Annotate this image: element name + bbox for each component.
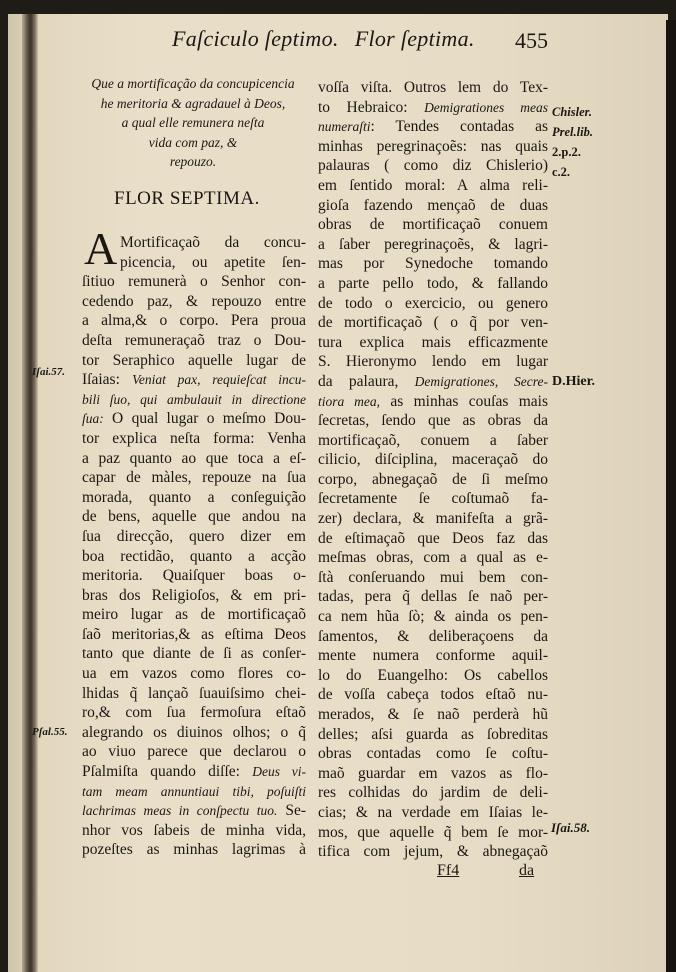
italic-text: lachrimas meas in conſpectu tuo. (82, 803, 278, 819)
text-line (120, 253, 306, 273)
text-segment: tor explica neſta forma: Venha (82, 429, 306, 447)
text-line (318, 352, 548, 372)
text-line (82, 644, 306, 664)
text-line (82, 782, 306, 802)
text-line (318, 235, 548, 255)
text-segment: minhas peregrinaçoẽs: nas quais (318, 137, 548, 155)
margin-note-dhier: D.Hier. (552, 374, 596, 389)
text-segment: lhidas q̃ lançaõ ſuauiſsimo chei- (82, 684, 306, 702)
text-segment: de voſſa cabeça todos eſtaõ nu- (318, 686, 548, 704)
italic-text: numeraſti (318, 119, 371, 135)
text-line (318, 98, 548, 118)
text-segment: ua em vazos como flores co- (82, 665, 306, 683)
text-segment: zer) declara, & manifeſta a grã- (318, 510, 548, 528)
chapter-summary (78, 74, 308, 172)
text-line (82, 468, 306, 488)
text-segment: ſecretamente ſe coſtumaõ fa- (318, 490, 548, 508)
text-segment: meritoria. Quaiſquer boas o- (82, 567, 306, 585)
text-segment: cias; & na verdade em Iſaias le- (318, 803, 548, 821)
text-segment: Iſaias: (82, 371, 133, 389)
italic-text: Veniat pax, requieſcat incu- (132, 372, 306, 388)
text-segment: : Tendes contadas as (370, 118, 548, 136)
text-segment: Se- (277, 802, 306, 820)
margin-note-line: Chisler. (552, 105, 592, 119)
text-line (82, 331, 306, 351)
margin-note-isai58: Iſai.58. (551, 820, 590, 835)
text-line (82, 664, 306, 684)
text-line (318, 666, 548, 686)
italic-text: tam meam annuntiaui tibi, poſuiſti (82, 783, 306, 799)
text-segment: maõ guardar em vazos as flo- (318, 764, 548, 782)
text-line (318, 587, 548, 607)
text-segment: ca nem hũa ſò; & ainda os pen- (318, 608, 548, 626)
text-segment: meſmas obras, com a qual as e- (318, 549, 548, 567)
text-segment: nhor vos ſabeis de minha vida, (82, 821, 306, 839)
text-segment: de todo o exercicio, ou genero (318, 294, 548, 312)
text-segment: de bens, aquelle que andou na (82, 508, 306, 526)
text-line (318, 392, 548, 412)
right-column (318, 78, 548, 862)
text-line (318, 333, 548, 353)
text-line (318, 529, 548, 549)
text-line (82, 625, 306, 645)
text-line (318, 274, 548, 294)
text-line (82, 272, 306, 292)
text-segment: ro,& com ſua fermoſura eſtaõ (82, 704, 306, 722)
text-line (318, 744, 548, 764)
text-line (318, 685, 548, 705)
text-line (82, 547, 306, 567)
text-line (318, 294, 548, 314)
left-column (82, 233, 306, 860)
text-segment: deſta remuneraçaõ traz o Dou- (82, 331, 306, 349)
signature-mark: Ff4 (437, 862, 460, 879)
summary-line: repouzo. (169, 154, 217, 170)
text-segment: tifica com jejum, & abnegaçaõ (318, 843, 548, 861)
text-segment: merados, & ſe naõ perderà hũ (318, 706, 548, 723)
text-segment: a parte pello todo, & fallando (318, 274, 548, 292)
text-segment: em ſentido moral: A alma reli- (318, 176, 548, 194)
running-head (172, 26, 475, 52)
summary-line: Que a mortificação da concupicencia (91, 76, 295, 91)
text-line (318, 431, 548, 451)
text-line (318, 176, 548, 196)
text-line (82, 742, 306, 762)
text-segment: cedendo paz, & repouzo entre (82, 292, 306, 310)
margin-note-line: c.2. (552, 165, 571, 179)
margin-note-chisler (552, 102, 593, 182)
text-segment: mos, que aquelle q̃ bem ſe mor- (318, 823, 548, 841)
text-segment: a alma,& o corpo. Pera proua (82, 312, 306, 330)
text-line (318, 509, 548, 529)
text-line (82, 507, 306, 527)
text-line (82, 409, 306, 429)
summary-line: he meritoria & agradauel à Deos, (100, 95, 286, 111)
text-line (318, 411, 548, 431)
text-line (82, 586, 306, 606)
text-segment: Mortificaçaõ da concu- (120, 234, 306, 251)
text-line (318, 78, 548, 98)
text-line (318, 764, 548, 784)
italic-text: ſua: (82, 411, 104, 427)
text-line (82, 840, 306, 860)
text-line (318, 803, 548, 823)
text-segment: S. Hieronymo lendo em lugar (318, 353, 548, 371)
margin-note-psal55: Pſal.55. (32, 726, 68, 738)
text-segment: corpo, abnegaçaõ de ſi meſmo (318, 470, 548, 488)
text-line (318, 313, 548, 333)
text-segment: ſaõ meritorias,& as eſtima Deos (82, 625, 306, 643)
text-segment: O qual lugar o meſmo Dou- (103, 410, 306, 428)
text-line (120, 233, 306, 253)
text-segment: res colhidas do jardim de deli- (318, 784, 548, 802)
text-segment: a paz quanto ao que toca a eſ- (82, 449, 306, 467)
text-segment: palauras ( como diz Chislerio) (318, 157, 548, 175)
page-number: 455 (515, 28, 548, 53)
text-segment: tura explica mais efficazmente (318, 333, 548, 351)
text-line (318, 215, 548, 235)
text-line (82, 821, 306, 841)
text-segment: de eſtimaçaõ que Deos faz das (318, 529, 548, 547)
text-line (318, 842, 548, 862)
text-line (82, 566, 306, 586)
text-line (318, 568, 548, 588)
summary-line: vida com paz, & (148, 134, 238, 150)
text-segment: Pſalmiſta quando diſſe: (82, 763, 253, 781)
text-segment: de mortificaçaõ ( o q̃ por ven- (318, 314, 548, 332)
text-segment: tanto que diante de ſi as conſer- (82, 645, 306, 663)
drop-cap: A (84, 223, 118, 274)
text-line (82, 488, 306, 508)
text-segment: to Hebraico: (318, 98, 425, 116)
text-line (82, 723, 306, 743)
text-line (318, 137, 548, 157)
text-line (318, 450, 548, 470)
text-line (82, 449, 306, 469)
margin-note-isai57: Iſai.57. (32, 366, 65, 378)
text-line (318, 470, 548, 490)
text-line (82, 684, 306, 704)
italic-text: tiora mea, (318, 393, 380, 409)
text-segment: mortificaçaõ, conuem a ſaber (318, 431, 548, 449)
margin-note-line: 2.p.2. (552, 145, 581, 159)
italic-text: Deus vi- (252, 764, 306, 780)
text-line (318, 725, 548, 745)
text-line (82, 351, 306, 371)
text-segment: picencia, ou apetite ſen- (120, 253, 306, 271)
text-line (82, 429, 306, 449)
text-segment: ſua direcção, quero dizer em (82, 527, 306, 545)
summary-line: a qual elle remunera neſta (121, 115, 265, 131)
catchword: da (519, 862, 535, 879)
text-segment: da palaura, (318, 372, 415, 390)
text-line (82, 703, 306, 723)
text-line (318, 607, 548, 627)
text-line (82, 527, 306, 547)
italic-text: Demigrationes, Secre- (414, 373, 548, 389)
text-line (318, 646, 548, 666)
text-segment: pozeſtes as minhas lagrimas à (82, 841, 306, 859)
text-line (318, 372, 548, 392)
text-line (318, 705, 548, 725)
text-line (318, 117, 548, 137)
text-segment: delles; aſsi guarda as ſobreditas (318, 725, 548, 743)
text-segment: alegrando os diuinos olhos; o q̃ (82, 723, 306, 741)
text-segment: morada, quanto a conſeguição (82, 488, 306, 506)
text-segment: mente numera conforme aquil- (318, 647, 548, 665)
text-line (82, 762, 306, 782)
text-segment: voſſa viſta. Outros lem do Tex- (318, 79, 548, 96)
text-segment: ſitiuo remunerà o Senhor con- (82, 273, 306, 291)
page-edge (666, 20, 676, 972)
text-segment: a ſaber peregrinaçoẽs, & lagri- (318, 235, 548, 253)
text-segment: ſamentos, & deliberaçoens da (318, 627, 548, 645)
text-line (318, 254, 548, 274)
book-gutter (22, 14, 38, 972)
text-line (318, 783, 548, 803)
text-segment: cilicio, diſciplina, maceraçaõ do (318, 451, 548, 469)
text-segment: capar de màles, repouze na ſua (82, 469, 306, 487)
text-line (82, 390, 306, 410)
text-segment: as minhas couſas mais (379, 392, 548, 410)
text-segment: ſtà conſeruando mui bem con- (318, 568, 548, 586)
text-segment: bras dos Religioſos, & em pri- (82, 586, 306, 604)
italic-text: Demigrationes meas (424, 99, 548, 115)
text-line (82, 801, 306, 821)
text-line (318, 489, 548, 509)
text-segment: lo do Euangelho: Os cabellos (318, 666, 548, 684)
margin-note-line: Prel.lib. (552, 125, 593, 139)
text-segment: gioſa fazendo mençaõ de duas (318, 196, 548, 214)
text-line (318, 196, 548, 216)
text-line (82, 370, 306, 390)
text-line (318, 548, 548, 568)
text-segment: ao viuo parece que declarou o (82, 743, 306, 761)
text-segment: mas por Synedoche tomando (318, 255, 548, 273)
chapter-heading: FLOR SEPTIMA. (114, 188, 260, 209)
italic-text: bili ſuo, qui ambulauit in directione (82, 391, 306, 407)
text-line (82, 292, 306, 312)
text-segment: obras contadas como ſe coſtu- (318, 745, 548, 763)
text-line (318, 823, 548, 843)
text-segment: obras de mortificaçaõ conuem (318, 216, 548, 234)
text-segment: boa rectidão, quanto a acção (82, 547, 306, 565)
text-line (318, 627, 548, 647)
text-segment: meiro lugar as de mortificaçaõ (82, 606, 306, 624)
text-segment: tadas, pera q̃ dellas ſe naõ per- (318, 588, 548, 606)
text-line (318, 156, 548, 176)
text-segment: tor Seraphico aquelle lugar de (82, 351, 306, 369)
text-segment: ſecretas, ſendo que as obras da (318, 412, 548, 430)
text-line (82, 605, 306, 625)
running-head-part1: Faſciculo ſeptimo. (172, 26, 339, 51)
text-line (82, 311, 306, 331)
running-head-part2: Flor ſeptima. (354, 26, 475, 51)
